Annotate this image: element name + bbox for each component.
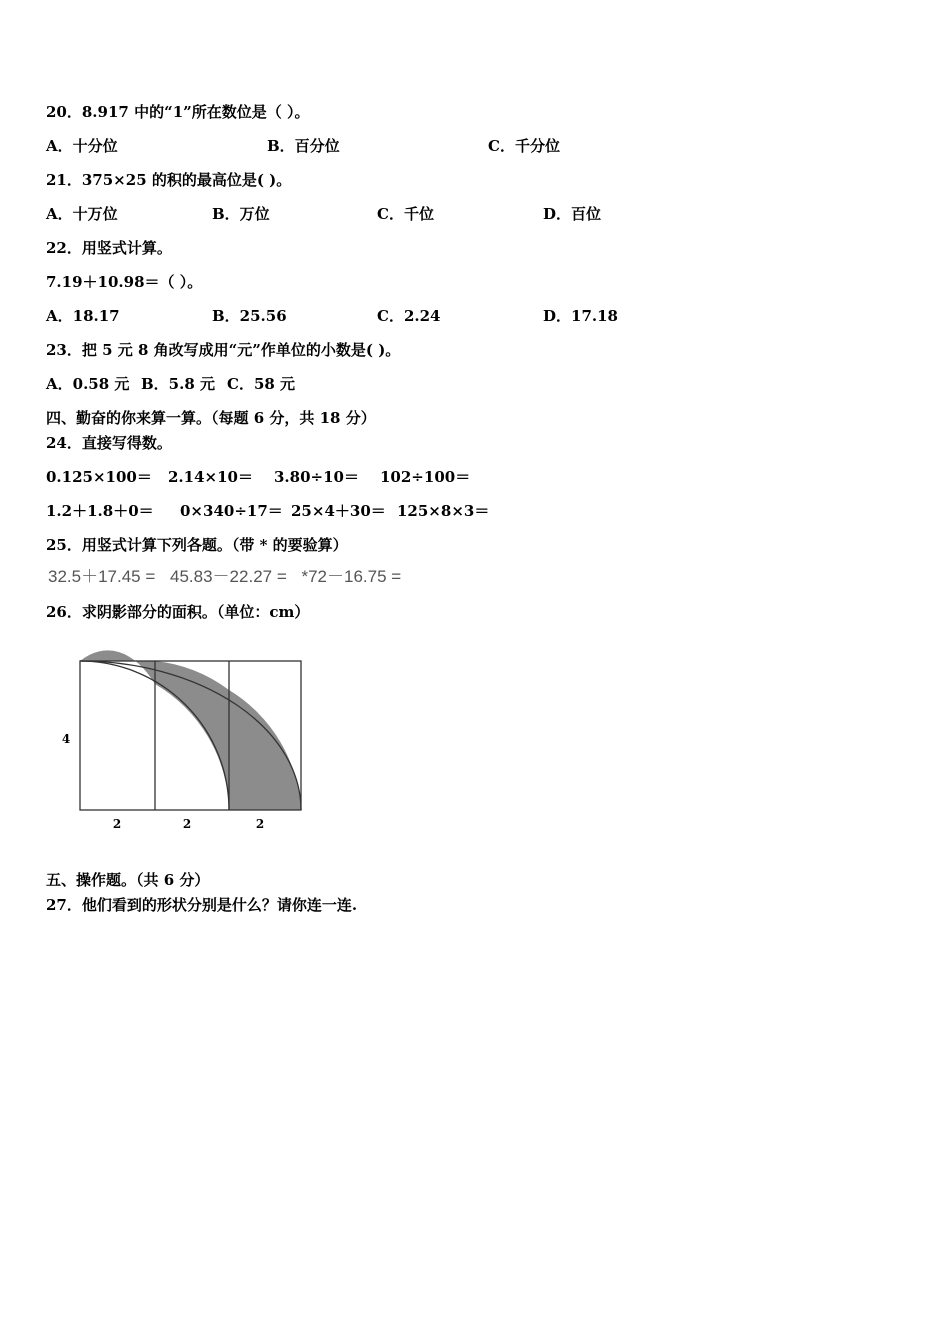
q24-stem: 24．直接写得数。 <box>46 434 172 452</box>
q24-row2-item: 1.2＋1.8＋0＝ <box>46 502 154 520</box>
q25-expression: *72－16.75 = <box>301 567 402 586</box>
q20-option-a: A．十分位 <box>46 137 118 155</box>
q25-expression: 45.83－22.27 = <box>170 567 287 586</box>
q23-option-b: B．5.8 元 <box>141 375 215 393</box>
q23-option-c: C．58 元 <box>227 375 296 393</box>
q21-stem: 21．375×25 的积的最高位是( )。 <box>46 171 292 189</box>
q22-option-c: C．2.24 <box>377 307 441 325</box>
q26-stem: 26．求阴影部分的面积。（单位：cm） <box>46 603 310 621</box>
q25-expressions <box>48 566 411 588</box>
q24-row1-item: 102÷100＝ <box>380 468 471 486</box>
q24-row2-item: 25×4＋30＝ <box>291 502 386 520</box>
q24-row1-item: 2.14×10＝ <box>168 468 253 486</box>
q20-option-c: C．千分位 <box>488 137 560 155</box>
height-label: 4 <box>61 732 71 746</box>
q23-stem: 23．把 5 元 8 角改写成用“元”作单位的小数是( )。 <box>46 341 401 359</box>
q24-row1-item: 3.80÷10＝ <box>274 468 359 486</box>
section-four-title: 四、勤奋的你来算一算。（每题 6 分，共 18 分） <box>46 409 376 427</box>
q22-option-b: B．25.56 <box>212 307 287 325</box>
q22-expression: 7.19＋10.98＝（ ）。 <box>46 273 203 291</box>
q24-row2-item: 125×8×3＝ <box>397 502 490 520</box>
q23-option-a: A．0.58 元 <box>46 375 130 393</box>
q22-option-d: D．17.18 <box>543 307 618 325</box>
q22-stem: 22．用竖式计算。 <box>46 239 172 257</box>
q20-option-b: B．百分位 <box>267 137 340 155</box>
q21-option-b: B．万位 <box>212 205 270 223</box>
q21-option-c: C．千位 <box>377 205 434 223</box>
width-label: 2 <box>182 817 192 831</box>
shaded-region-right <box>229 690 301 810</box>
section-five-title: 五、操作题。（共 6 分） <box>46 871 210 889</box>
width-label: 2 <box>112 817 122 831</box>
q27-stem: 27．他们看到的形状分别是什么？请你连一连. <box>46 896 358 914</box>
q21-option-a: A．十万位 <box>46 205 118 223</box>
q21-option-d: D．百位 <box>543 205 602 223</box>
width-label: 2 <box>255 817 265 831</box>
q25-stem: 25．用竖式计算下列各题。（带 * 的要验算） <box>46 536 348 554</box>
q20-stem: 20．8.917 中的“1”所在数位是（ ）。 <box>46 103 310 121</box>
q25-expression: 32.5＋17.45 = <box>48 567 156 586</box>
q24-row1-item: 0.125×100＝ <box>46 468 152 486</box>
shaded-area-figure <box>56 650 316 840</box>
shaded-region-middle <box>155 661 229 810</box>
q22-option-a: A．18.17 <box>46 307 120 325</box>
q24-row2-item: 0×340÷17＝ <box>180 502 283 520</box>
